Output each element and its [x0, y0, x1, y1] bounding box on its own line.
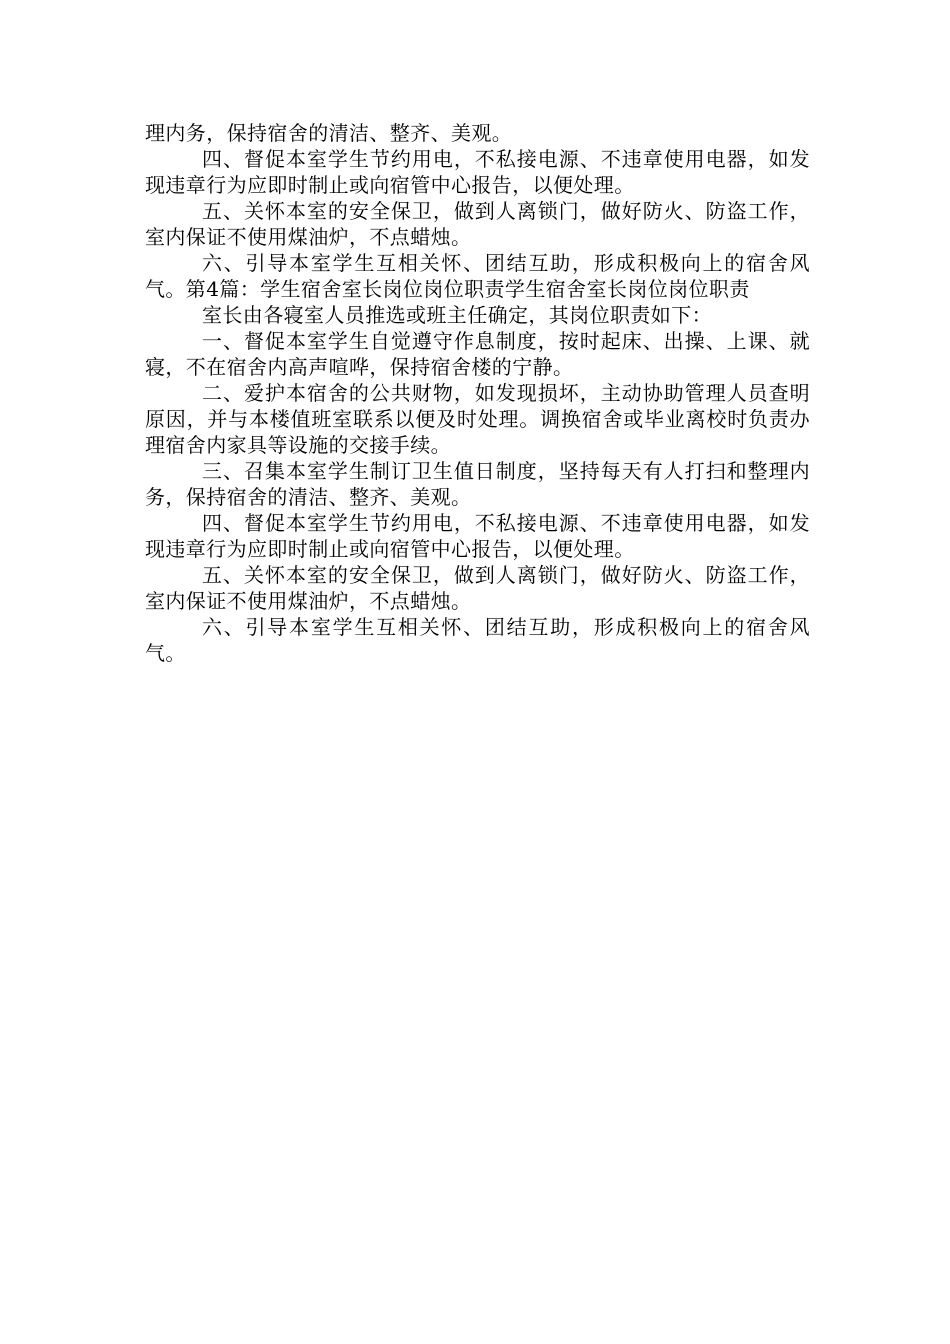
paragraph-3: 五、关怀本室的安全保卫，做到人离锁门，做好防火、防盗工作，室内保证不使用煤油炉，不点蜡烛。 — [145, 199, 810, 249]
paragraph-10: 五、关怀本室的安全保卫，做到人离锁门，做好防火、防盗工作，室内保证不使用煤油炉，不点蜡烛。 — [145, 563, 810, 613]
paragraph-1: 理内务，保持宿舍的清洁、整齐、美观。 — [145, 121, 513, 145]
paragraph-5: 室长由各寝室人员推选或班主任确定，其岗位职责如下： — [202, 303, 712, 327]
paragraph-2: 四、督促本室学生节约用电，不私接电源、不违章使用电器，如发现违章行为应即时制止或向宿管中心报告，以便处理。 — [145, 147, 810, 197]
document-body — [145, 120, 810, 666]
paragraph-7: 二、爱护本宿舍的公共财物，如发现损坏，主动协助管理人员查明原因，并与本楼值班室联系以便及时处理。调换宿舍或毕业离校时负责办理宿舍内家具等设施的交接手续。 — [145, 381, 810, 457]
paragraph-6: 一、督促本室学生自觉遵守作息制度，按时起床、出操、上课、就寝，不在宿舍内高声喧哗，保持宿舍楼的宁静。 — [145, 329, 810, 379]
paragraph-4: 六、引导本室学生互相关怀、团结互助，形成积极向上的宿舍风气。第4篇：学生宿舍室长岗位岗位职责学生宿舍室长岗位岗位职责 — [145, 251, 810, 301]
paragraph-11: 六、引导本室学生互相关怀、团结互助，形成积极向上的宿舍风气。 — [145, 615, 810, 665]
paragraph-8: 三、召集本室学生制订卫生值日制度，坚持每天有人打扫和整理内务，保持宿舍的清洁、整齐、美观。 — [145, 459, 810, 509]
paragraph-9: 四、督促本室学生节约用电，不私接电源、不违章使用电器，如发现违章行为应即时制止或向宿管中心报告，以便处理。 — [145, 511, 810, 561]
